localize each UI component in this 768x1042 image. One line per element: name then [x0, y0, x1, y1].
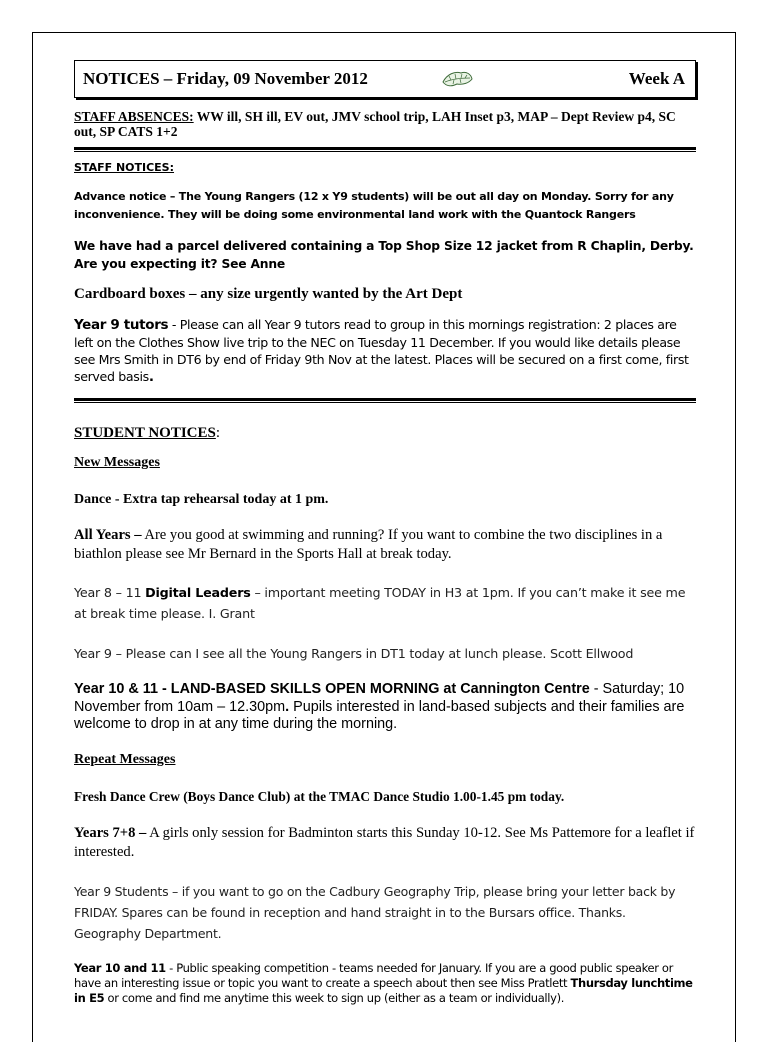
notice-dance: Dance - Extra tap rehearsal today at 1 pm.: [74, 492, 329, 507]
staff-absences-label: STAFF ABSENCES:: [74, 109, 194, 124]
digital-prefix: Year 8 – 11: [74, 585, 146, 600]
notice-years-7-8: [74, 824, 696, 862]
notice-digital-leaders: [74, 582, 696, 624]
land-based-label: Year 10 & 11 - LAND-BASED SKILLS OPEN MORNING at Cannington Centre: [74, 681, 590, 697]
land-based-dot: .: [285, 698, 290, 715]
land-based-dash: -: [589, 681, 603, 697]
student-notices-label: STUDENT NOTICES: [74, 425, 216, 441]
notice-cardboard: Cardboard boxes – any size urgently wanted by the Art Dept: [74, 286, 463, 302]
notice-all-years: [74, 526, 696, 564]
leaf-icon: [439, 68, 475, 90]
speaking-text1: - Public speaking competition - teams needed for January. If you are a good public speaker or have an interesting issue or topic you want to create a speech about then see Miss Pratlett: [74, 960, 673, 990]
notice-public-speaking: [74, 961, 696, 1006]
student-notices-heading: [74, 425, 696, 442]
all-years-label: All Years –: [74, 527, 142, 543]
land-based-text2: Pupils interested in land-based subjects and their families are welcome to drop in at any time during the morning.: [74, 698, 685, 732]
notice-fresh-dance: Fresh Dance Crew (Boys Dance Club) at the TMAC Dance Studio 1.00-1.45 pm today.: [74, 788, 565, 804]
staff-absences-text: WW ill, SH ill, EV out, JMV school trip, LAH Inset p3, MAP – Dept Review p4, SC out, SP CATS 1+2: [74, 109, 676, 139]
notice-year9-rangers: Year 9 – Please can I see all the Young Rangers in DT1 today at lunch please. Scott Ellwood: [74, 646, 634, 661]
notice-year9-tutors: [74, 316, 696, 386]
notice-young-rangers: Advance notice – The Young Rangers (12 x Y9 students) will be out all day on Monday. Sorry for any inconvenience. They will be doing some environmental land work with the Quantock Rangers: [74, 190, 674, 221]
year9-tutors-text: - Please can all Year 9 tutors read to group in this mornings registration: 2 places are left on the Clothes Show live trip to the NEC on Tuesday 11 December. If you would like details please see Mrs Smith in DT6 by end of Friday 9th Nov at the latest. Places will be secured on a first come, first served basis: [74, 317, 689, 384]
page-title: NOTICES – Friday, 09 November 2012: [83, 69, 368, 88]
year9-tutors-label: Year 9 tutors: [74, 317, 169, 333]
notice-cadbury-trip: Year 9 Students – if you want to go on the Cadbury Geography Trip, please bring your letter back by FRIDAY. Spares can be found in reception and hand straight in to the Bursars office. Thanks. Geography Department.: [74, 883, 676, 941]
week-label: Week A: [628, 69, 685, 88]
speaking-bold: Thursday lunchtime in E5: [74, 975, 693, 1005]
divider: [74, 398, 696, 403]
all-years-text: Are you good at swimming and running? If you want to combine the two disciplines in a biathlon please see Mr Bernard in the Sports Hall at break today.: [74, 527, 663, 562]
year9-tutors-end: .: [148, 369, 154, 385]
staff-notices-heading: STAFF NOTICES:: [74, 161, 175, 174]
digital-label: Digital Leaders: [145, 585, 251, 600]
student-notices-colon: :: [215, 425, 221, 441]
speaking-text2: or come and find me anytime this week to sign up (either as a team or individually).: [104, 990, 565, 1005]
speaking-label: Year 10 and 11: [74, 960, 166, 975]
repeat-messages-heading: Repeat Messages: [74, 751, 176, 767]
years78-label: Years 7+8 –: [74, 824, 147, 841]
header-box: [74, 60, 696, 98]
land-based-text: Saturday; 10 November from 10am – 12.30pm: [74, 681, 685, 715]
digital-text: – important meeting TODAY in H3 at 1pm. If you can’t make it see me at break time please. I. Grant: [74, 585, 686, 621]
divider: [74, 147, 696, 152]
new-messages-heading: New Messages: [74, 455, 160, 470]
staff-absences: [74, 109, 696, 139]
notice-land-based: [74, 681, 696, 734]
notices-document: [74, 60, 696, 1006]
years78-text: A girls only session for Badminton starts this Sunday 10-12. See Ms Pattemore for a leaflet if interested.: [74, 824, 695, 860]
notice-parcel: We have had a parcel delivered containing a Top Shop Size 12 jacket from R Chaplin, Derby. Are you expecting it? See Anne: [74, 239, 694, 271]
